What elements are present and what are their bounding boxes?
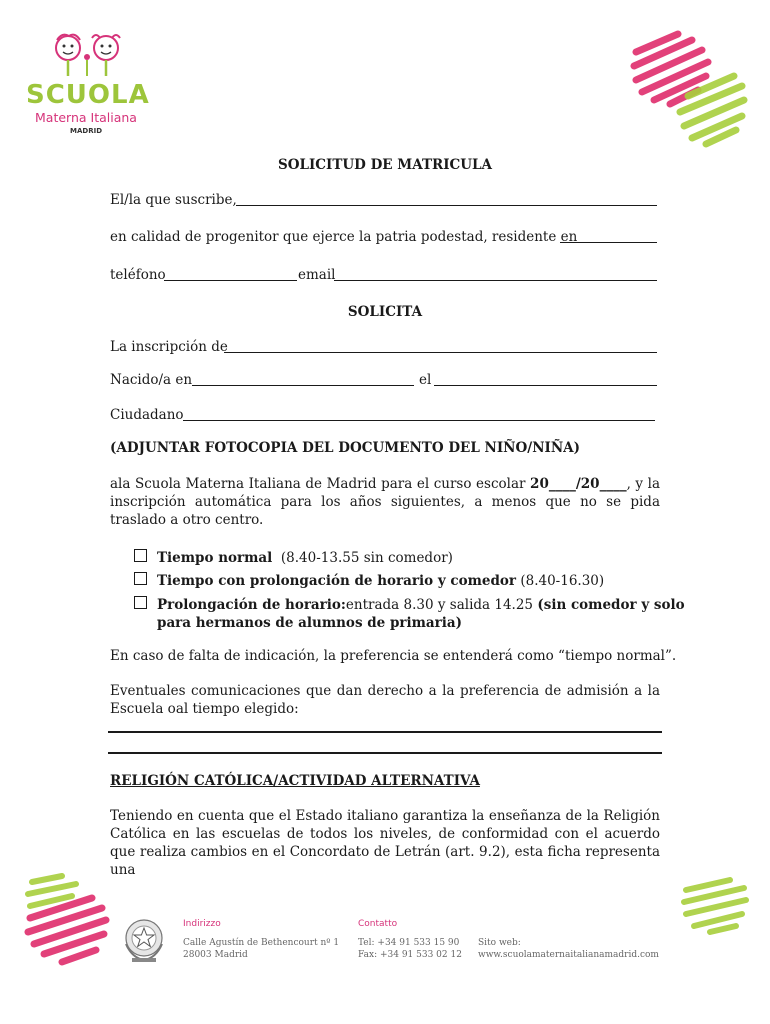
adjuntar-note: (ADJUNTAR FOTOCOPIA DEL DOCUMENTO DEL NIÑO/NIÑA) <box>110 440 581 456</box>
curso-text-pre: ala Scuola Materna Italiana de Madrid para el curso escolar <box>110 476 526 492</box>
decorative-brush-bottom-left <box>22 872 122 972</box>
tiempo-normal-checkbox[interactable] <box>134 549 147 562</box>
progenitor-label: en calidad de progenitor que ejerce la patria podestad, residente en <box>110 229 578 245</box>
ciudadano-label: Ciudadano <box>110 407 184 423</box>
solicita-heading: SOLICITA <box>347 304 423 320</box>
suscribe-label: El/la que suscribe, <box>110 192 237 208</box>
option-3-line2: para hermanos de alumnos de primaria) <box>157 615 463 631</box>
prolongacion-comedor-checkbox[interactable] <box>134 572 147 585</box>
email-line[interactable] <box>334 280 657 281</box>
logo-subtitle: Materna Italiana <box>35 110 137 125</box>
decorative-brush-top-right <box>630 30 750 150</box>
curso-year-sep: / <box>575 476 581 492</box>
religion-heading: RELIGIÓN CATÓLICA/ACTIVIDAD ALTERNATIVA <box>110 773 480 789</box>
curso-paragraph <box>110 475 660 529</box>
residente-line[interactable] <box>560 242 657 243</box>
nacido-line[interactable] <box>192 385 414 386</box>
religion-paragraph: Teniendo en cuenta que el Estado italiano garantiza la enseñanza de la Religión Católica en las escuelas de todos los niveles, de conformidad con el acuerdo que realiza cambios en el Concordato de Letrán (art. 9.2), esta ficha representa una <box>110 808 660 878</box>
decorative-brush-bottom-right <box>680 876 752 936</box>
option-1-text: (8.40-13.55 sin comedor) <box>280 550 453 566</box>
suscribe-line[interactable] <box>236 205 657 206</box>
footer-address-line1: Calle Agustín de Bethencourt nº 1 <box>183 938 340 948</box>
logo-wordmark: SCUOLA <box>26 80 150 110</box>
telefono-line[interactable] <box>164 280 297 281</box>
option-2-bold: Tiempo con prolongación de horario y comedor <box>157 573 517 589</box>
eventuales-paragraph: Eventuales comunicaciones que dan derecho a la preferencia de admisión a la Escuela oal tiempo elegido: <box>110 683 660 717</box>
children-faces-icon <box>42 30 132 76</box>
option-prolongacion-comedor <box>157 572 604 590</box>
falta-indicacion-text: En caso de falta de indicación, la preferencia se entenderá como “tiempo normal”. <box>110 648 677 664</box>
option-tiempo-normal <box>157 549 453 567</box>
curso-text-post: , y la inscripción automática para los años siguientes, a menos que no se pida traslado a otro centro. <box>110 476 660 528</box>
comunicaciones-line-1[interactable] <box>108 731 662 733</box>
document-title: SOLICITUD DE MATRICULA <box>277 157 493 173</box>
el-label: el <box>419 372 432 388</box>
comunicaciones-line-2[interactable] <box>108 752 662 754</box>
curso-year-start[interactable]: 20____ <box>530 476 576 492</box>
ciudadano-line[interactable] <box>183 420 655 421</box>
option-3-bold: Prolongación de horario: <box>157 597 346 613</box>
footer-tel: Tel: +34 91 533 15 90 <box>358 938 460 948</box>
option-prolongacion-horario <box>157 596 685 614</box>
footer-contatto-label: Contatto <box>358 919 398 929</box>
curso-year-end[interactable]: 20____ <box>580 476 627 492</box>
telefono-label: teléfono <box>110 267 166 283</box>
school-logo <box>26 30 150 140</box>
footer-fax: Fax: +34 91 533 02 12 <box>358 950 462 960</box>
footer-sito-label: Sito web: <box>478 938 521 948</box>
option-2-text: (8.40-16.30) <box>520 573 605 589</box>
logo-city: MADRID <box>70 127 102 135</box>
option-3-bold-tail: (sin comedor y solo <box>537 597 685 613</box>
footer-address-line2: 28003 Madrid <box>183 950 248 960</box>
option-1-bold: Tiempo normal <box>157 550 273 566</box>
inscripcion-label: La inscripción de <box>110 339 228 355</box>
footer-website-link[interactable]: www.scuolamaternaitalianamadrid.com <box>478 950 659 960</box>
inscripcion-line[interactable] <box>224 352 657 353</box>
option-3-text: entrada 8.30 y salida 14.25 <box>345 597 534 613</box>
nacido-label: Nacido/a en <box>110 372 193 388</box>
italian-republic-emblem-icon <box>118 914 170 966</box>
footer-indirizzo-label: Indirizzo <box>183 919 221 929</box>
prolongacion-horario-checkbox[interactable] <box>134 596 147 609</box>
fecha-line[interactable] <box>434 385 657 386</box>
email-label: email <box>298 267 336 283</box>
